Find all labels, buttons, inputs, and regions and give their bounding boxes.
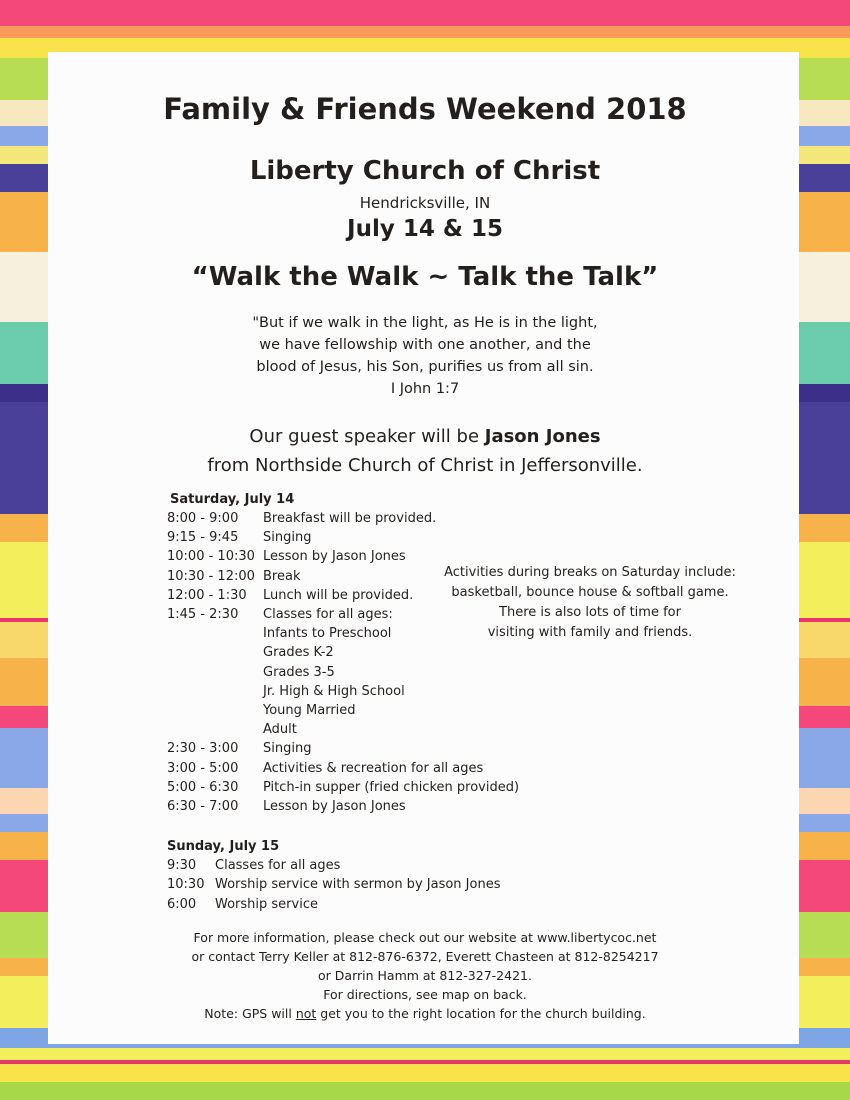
schedule-time: 10:30 - 12:00 [167, 568, 255, 584]
verse-line: we have fellowship with one another, and the [259, 337, 591, 353]
schedule-time: 10:30 [167, 877, 205, 893]
verse-line: blood of Jesus, his Son, purifies us from all sin. [256, 359, 594, 375]
speaker-line-2: from Northside Church of Christ in Jeffersonville. [207, 455, 643, 476]
schedule-time: 2:30 - 3:00 [167, 741, 239, 757]
stripe [0, 26, 850, 38]
schedule-desc: Lunch will be provided. [263, 587, 414, 603]
schedule-row [167, 739, 519, 758]
stripe [0, 0, 850, 26]
stripe [0, 1064, 850, 1082]
schedule-desc: Lesson by Jason Jones [263, 549, 406, 565]
schedule-row [167, 509, 519, 528]
schedule-time [167, 682, 263, 701]
schedule-time: 9:30 [167, 858, 197, 874]
footer-gps-note [0, 1004, 850, 1023]
schedule-time [167, 624, 263, 643]
event-dates: July 14 & 15 [347, 216, 503, 242]
schedule-time: 9:15 - 9:45 [167, 530, 239, 546]
stripe [0, 1082, 850, 1100]
schedule-row [167, 797, 519, 816]
flyer-title: Family & Friends Weekend 2018 [163, 92, 687, 126]
schedule-desc: Breakfast will be provided. [263, 511, 437, 526]
schedule-time: 3:00 - 5:00 [167, 760, 239, 776]
activities-note [425, 563, 755, 643]
schedule-desc: Activities & recreation for all ages [263, 760, 484, 776]
schedule-desc: Jr. High & High School [263, 683, 405, 699]
schedule-time: 5:00 - 6:30 [167, 779, 239, 795]
schedule-time: 6:00 [167, 896, 197, 912]
schedule-desc: Worship service [215, 896, 318, 912]
schedule-desc: Singing [263, 530, 312, 546]
schedule-row [167, 875, 500, 894]
schedule-time: 8:00 - 9:00 [167, 511, 239, 526]
footer-contact-line: or Darrin Hamm at 812-327-2421. [318, 968, 532, 983]
saturday-schedule [170, 490, 294, 509]
gps-note-emphasis: not [295, 1006, 317, 1021]
stripe [0, 1048, 850, 1060]
schedule-time [167, 663, 263, 682]
schedule-row [167, 856, 500, 875]
contact-footer [0, 928, 850, 1023]
church-location: Hendricksville, IN [359, 194, 491, 212]
activities-line: basketball, bounce house & softball game. [451, 585, 729, 600]
gps-note-prefix: Note: GPS will [204, 1006, 296, 1021]
speaker-intro: Our guest speaker will be [249, 426, 485, 447]
saturday-heading: Saturday, July 14 [170, 492, 295, 507]
guest-speaker [0, 422, 850, 480]
footer-website-line: For more information, please check out our website at www.libertycoc.net [193, 930, 657, 945]
schedule-row [167, 778, 519, 797]
footer-contact-line: or contact Terry Keller at 812-876-6372, Everett Chasteen at 812-8254217 [191, 949, 659, 964]
schedule-row [167, 701, 519, 720]
schedule-row [167, 720, 519, 739]
schedule-time [167, 720, 263, 739]
scripture-verse [0, 312, 850, 400]
activities-line: visiting with family and friends. [487, 625, 693, 640]
activities-line: Activities during breaks on Saturday include: [444, 565, 736, 580]
schedule-desc: Adult [263, 722, 297, 738]
schedule-row [167, 643, 519, 662]
schedule-time: 6:30 - 7:00 [167, 799, 239, 815]
schedule-desc: Lesson by Jason Jones [263, 799, 406, 815]
activities-line: There is also lots of time for [499, 605, 681, 620]
schedule-time: 12:00 - 1:30 [167, 587, 247, 603]
church-name: Liberty Church of Christ [249, 156, 601, 186]
schedule-row [167, 759, 519, 778]
verse-line: "But if we walk in the light, as He is in the light, [252, 315, 598, 331]
schedule-desc: Pitch-in supper (fried chicken provided) [263, 779, 520, 795]
schedule-desc: Classes for all ages: [263, 607, 393, 623]
schedule-row [167, 663, 519, 682]
schedule-time: 1:45 - 2:30 [167, 607, 239, 623]
speaker-line-1 [0, 422, 850, 451]
schedule-time: 10:00 - 10:30 [167, 549, 255, 565]
schedule-desc: Worship service with sermon by Jason Jones [215, 877, 501, 893]
schedule-time [167, 701, 263, 720]
schedule-row [167, 682, 519, 701]
schedule-desc: Infants to Preschool [263, 626, 392, 642]
schedule-row [167, 528, 519, 547]
saturday-items [167, 509, 519, 816]
speaker-name: Jason Jones [484, 426, 601, 447]
sunday-heading: Sunday, July 15 [167, 839, 280, 854]
event-theme: “Walk the Walk ~ Talk the Talk” [191, 262, 659, 292]
schedule-row [167, 895, 500, 914]
schedule-desc: Singing [263, 741, 312, 757]
sunday-schedule [167, 837, 500, 914]
footer-directions-line: For directions, see map on back. [323, 987, 527, 1002]
schedule-desc: Grades K-2 [263, 645, 334, 661]
schedule-desc: Break [263, 568, 301, 584]
gps-note-suffix: get you to the right location for the church building. [316, 1006, 646, 1021]
schedule-desc: Classes for all ages [215, 858, 341, 874]
schedule-desc: Grades 3-5 [263, 664, 335, 680]
verse-reference: I John 1:7 [390, 381, 460, 397]
schedule-desc: Young Married [263, 703, 356, 719]
schedule-time [167, 643, 263, 662]
